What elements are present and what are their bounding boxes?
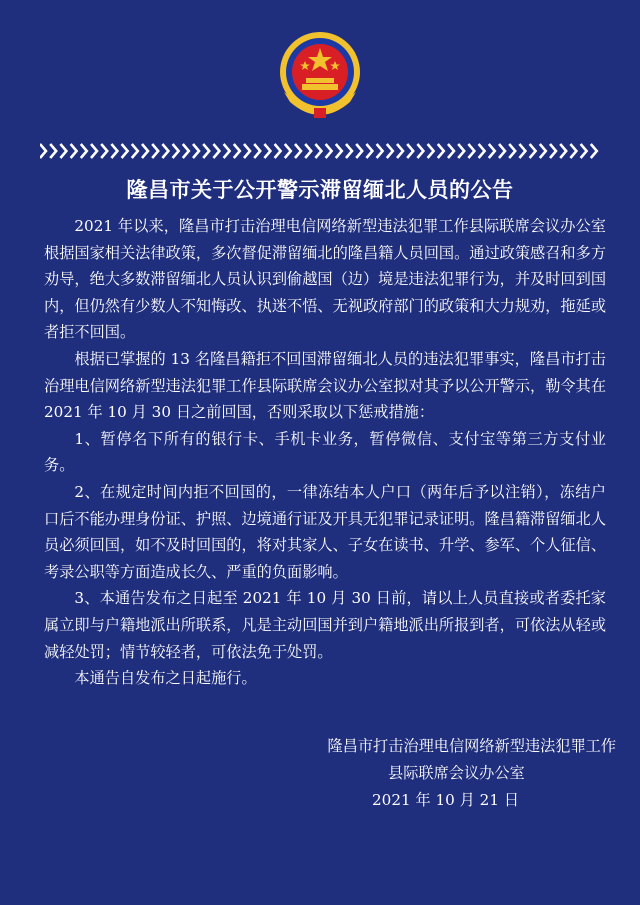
chevron-mark [275, 144, 281, 158]
paragraph-measure-1: 1、暂停名下所有的银行卡、手机卡业务，暂停微信、支付宝等第三方支付业务。 [44, 429, 606, 475]
chevron-divider [40, 142, 600, 160]
chevron-mark [254, 144, 260, 158]
signature-block [260, 733, 616, 814]
chevron-mark [336, 144, 342, 158]
chevron-mark [81, 144, 87, 158]
chevron-mark [366, 144, 372, 158]
paragraph-warning: 根据已掌握的 13 名隆昌籍拒不回国滞留缅北人员的违法犯罪事实，隆昌市打击治理电信网络新型违法犯罪工作县际联席会议办公室拟对其予以公开警示，勒令其在 2021 年 10 月 30 日之前回国，否则采取以下惩戒措施： [44, 349, 606, 422]
chevron-mark [234, 144, 240, 158]
chevron-mark [438, 144, 444, 158]
chevron-mark [40, 144, 46, 158]
chevron-mark [173, 144, 179, 158]
paragraph-measure-3: 3、本通告发布之日起至 2021 年 10 月 30 日前，请以上人员直接或者委托家属立即与户籍地派出所联系，凡是主动回国并到户籍地派出所报到者，可依法从轻或减轻处罚；情节较轻者，可依法免于处罚。 [44, 589, 606, 661]
signature-date: 2021 年 10 月 21 日 [372, 791, 520, 809]
chevron-mark [407, 144, 413, 158]
chevron-mark [203, 144, 209, 158]
chevron-mark [244, 144, 250, 158]
chevron-mark [591, 144, 597, 158]
page-title: 隆昌市关于公开警示滞留缅北人员的公告 [126, 178, 514, 202]
chevron-mark [315, 144, 321, 158]
chevron-mark [91, 144, 97, 158]
chevron-mark [581, 144, 587, 158]
chevron-mark [152, 144, 158, 158]
chevron-mark [183, 144, 189, 158]
chevron-mark [570, 144, 576, 158]
chevron-mark [550, 144, 556, 158]
chevron-mark [499, 144, 505, 158]
chevron-mark [60, 144, 66, 158]
chevron-mark [519, 144, 525, 158]
chevron-mark [162, 144, 168, 158]
chevron-mark [479, 144, 485, 158]
chevron-mark [295, 144, 301, 158]
chevron-mark [468, 144, 474, 158]
police-emblem-icon [270, 28, 370, 128]
chevron-mark [50, 144, 56, 158]
chevron-mark [132, 144, 138, 158]
chevron-mark [377, 144, 383, 158]
chevron-mark [530, 144, 536, 158]
chevron-mark [428, 144, 434, 158]
paragraph-intro: 2021 年以来，隆昌市打击治理电信网络新型违法犯罪工作县际联席会议办公室根据国家相关法律政策，多次督促滞留缅北的隆昌籍人员回国。通过政策感召和多方劝导，绝大多数滞留缅北人员认识到偷越国（边）境是违法犯罪行为，并及时回到国内，但仍然有少数人不知悔改、执迷不悟、无视政府部门的政策和大力规劝，拖延或者拒不回国。 [44, 217, 606, 342]
chevron-mark [326, 144, 332, 158]
chevron-mark [193, 144, 199, 158]
chevron-mark [560, 144, 566, 158]
chevron-mark [397, 144, 403, 158]
chevron-mark [213, 144, 219, 158]
chevron-mark [489, 144, 495, 158]
chevron-mark [356, 144, 362, 158]
chevron-mark [458, 144, 464, 158]
chevron-mark [122, 144, 128, 158]
chevron-mark [285, 144, 291, 158]
chevron-mark [305, 144, 311, 158]
announcement-body [44, 213, 606, 692]
signature-org-line2: 县际联席会议办公室 [388, 764, 525, 782]
chevron-mark [346, 144, 352, 158]
chevron-mark [111, 144, 117, 158]
chevron-mark [509, 144, 515, 158]
signature-org-line1: 隆昌市打击治理电信网络新型违法犯罪工作 [327, 737, 616, 755]
chevron-mark [417, 144, 423, 158]
chevron-mark [387, 144, 393, 158]
chevron-mark [448, 144, 454, 158]
chevron-mark [142, 144, 148, 158]
paragraph-effective: 本通告自发布之日起施行。 [74, 669, 257, 688]
chevron-mark [71, 144, 77, 158]
chevron-mark [540, 144, 546, 158]
chevron-mark [101, 144, 107, 158]
chevron-mark [224, 144, 230, 158]
paragraph-measure-2: 2、在规定时间内拒不回国的，一律冻结本人户口（两年后予以注销），冻结户口后不能办理身份证、护照、边境通行证及开具无犯罪记录证明。隆昌籍滞留缅北人员必须回国，如不及时回国的，将对其家人、子女在读书、升学、参军、个人征信、考录公职等方面造成长久、严重的负面影响。 [44, 482, 606, 581]
chevron-mark [264, 144, 270, 158]
